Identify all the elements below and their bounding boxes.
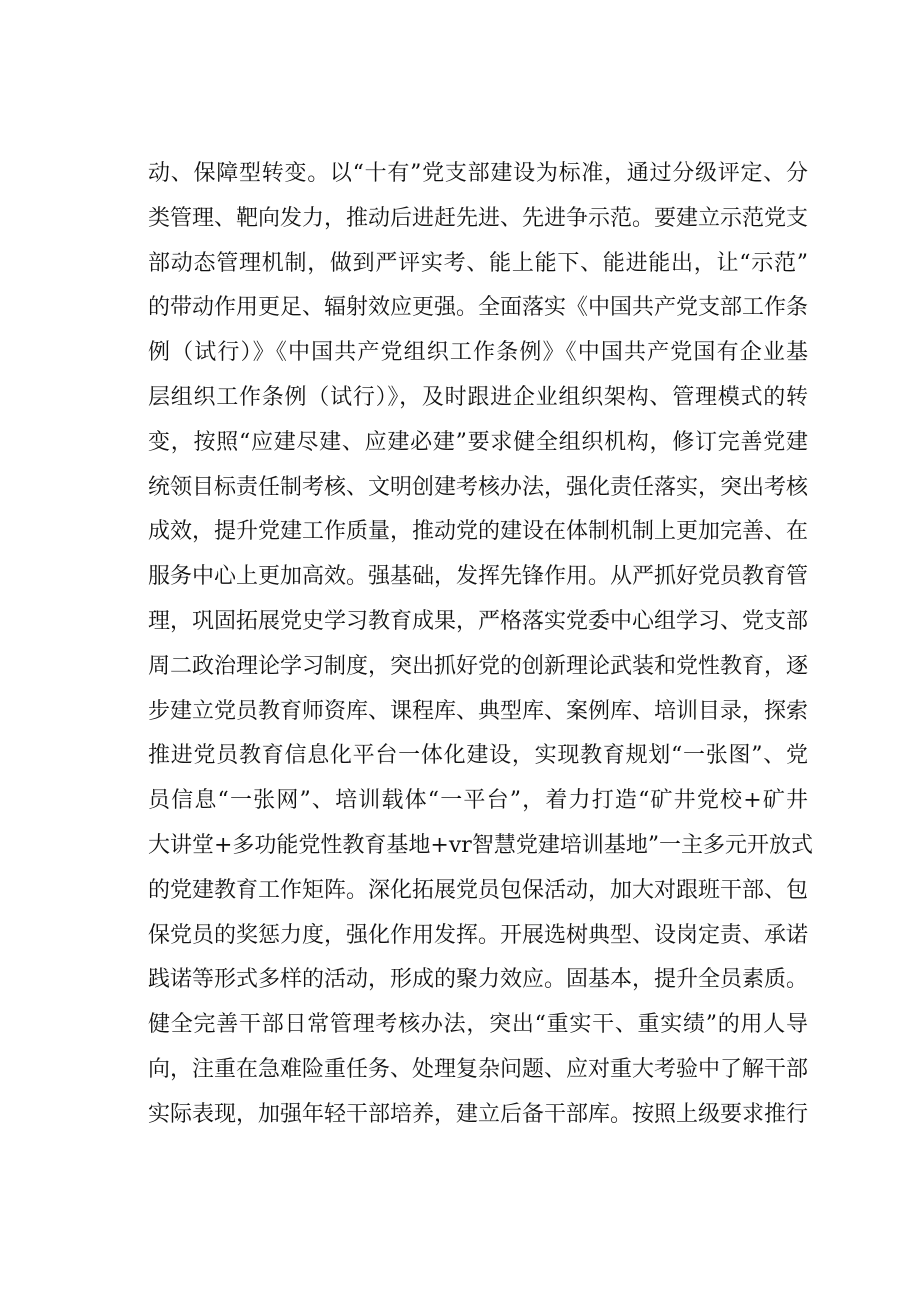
text-line: 的党建教育工作矩阵。深化拓展党员包保活动，加大对跟班干部、包	[148, 877, 809, 903]
text-line: 服务中心上更加高效。强基础，发挥先锋作用。从严抓好党员教育管	[148, 564, 809, 590]
text-line: 成效，提升党建工作质量，推动党的建设在体制机制上更加完善、在	[148, 519, 809, 545]
text-line: 步建立党员教育师资库、课程库、典型库、案例库、培训目录，探索	[148, 698, 809, 724]
text-line: 践诺等形式多样的活动，形成的聚力效应。固基本，提升全员素质。	[148, 967, 809, 993]
text-line: 动、保障型转变。以“十有”党支部建设为标准，通过分级评定、分	[148, 161, 808, 186]
text-line: 层组织工作条例（试行）》，及时跟进企业组织架构、管理模式的转	[148, 384, 808, 410]
text-line: 实际表现，加强年轻干部培养，建立后备干部库。按照上级要求推行	[148, 1101, 809, 1127]
text-line: 员信息“一张网”、培训载体“一平台”，着力打造“矿井党校+矿井	[148, 788, 808, 814]
text-line: 类管理、靶向发力，推动后进赶先进、先进争示范。要建立示范党支	[148, 205, 809, 231]
text-line: 向，注重在急难险重任务、处理复杂问题、应对重大考验中了解干部	[148, 1056, 809, 1082]
text-line: 统领目标责任制考核、文明创建考核办法，强化责任落实，突出考核	[148, 474, 809, 500]
text-line: 的带动作用更足、辐射效应更强。全面落实《中国共产党支部工作条	[148, 295, 809, 321]
text-line: 保党员的奖惩力度，强化作用发挥。开展选树典型、设岗定责、承诺	[148, 922, 809, 948]
text-line: 大讲堂+多功能党性教育基地+vr智慧党建培训基地”一主多元开放式	[148, 832, 814, 858]
document-body	[148, 152, 814, 1138]
text-line: 推进党员教育信息化平台一体化建设，实现教育规划“一张图”、党	[148, 743, 808, 769]
text-line: 部动态管理机制，做到严评实考、能上能下、能进能出，让“示范”	[148, 250, 808, 276]
text-line: 理，巩固拓展党史学习教育成果，严格落实党委中心组学习、党支部	[148, 608, 809, 634]
text-line: 例（试行）》《中国共产党组织工作条例》《中国共产党国有企业基	[148, 340, 808, 366]
text-line: 周二政治理论学习制度，突出抓好党的创新理论武装和党性教育，逐	[148, 653, 809, 679]
text-line: 健全完善干部日常管理考核办法，突出“重实干、重实绩”的用人导	[148, 1012, 808, 1038]
text-line: 变，按照“应建尽建、应建必建”要求健全组织机构，修订完善党建	[148, 429, 808, 455]
